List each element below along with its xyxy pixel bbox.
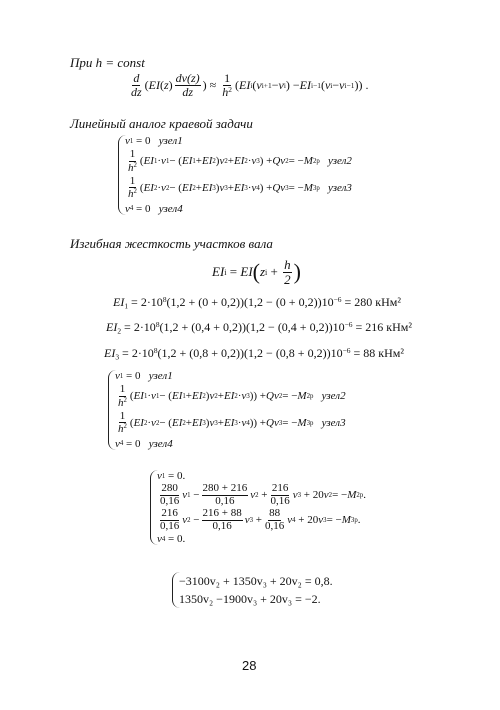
heading-h-const: При h = const [70, 55, 145, 70]
ei2-value: = 216 кНм² [355, 320, 412, 335]
node3-label-2: узел3 [321, 417, 346, 430]
page-number: 28 [242, 658, 257, 673]
sys3-row4: v 4 = 0. [157, 533, 186, 546]
sys1-row1: v 1 = 0 узел1 [125, 135, 183, 147]
ei3-value: = 88 кНм² [353, 346, 404, 361]
sys1-row3: $\frac{1}{h^2}$ ( EI 2 · v 2 − ( EI 2 + EI 3 ) v 3 + EI 3 · v 4 ) + Qv 3 = − M 3 p узел3 [128, 174, 352, 201]
final-eq-1: −3100v₂ + 1350v₃ + 20v₂ = 0,8. [179, 574, 333, 588]
linear-system-expanded [108, 370, 346, 450]
sys1-row2: $\frac{1}{h^2}$ ( EI 1 · v 1 − ( EI 1 + EI 2 ) v 2 + EI 2 · v 3 ) + Qv 2 = − M 2 p узел2 [128, 148, 352, 174]
sys3-row1: v 1 = 0. [157, 470, 186, 482]
derivative-approx-equation: $\frac{d}{dz}$ ( EI ( z ) $\frac{dv(z)}{dz}$ ) ≈ $\frac{1}{h^2}$ ( EI i ( v i+1 − v i ) − EI i−1 ( v i − v i−1 ) ) . [131, 71, 369, 99]
heading-linear-analog: Линейный аналог краевой задачи [70, 116, 253, 131]
ei1-value: = 280 кНм² [344, 295, 401, 310]
sys3-row2: $\frac{280}{0,16}$ v 1 − $\frac{280 + 216}{0,16}$ v 2 + $\frac{216}{0,16}$ v 3 + 20 v 2 = − M 2 p . [160, 482, 366, 507]
node1-label: узел1 [158, 135, 183, 147]
node3-label: узел3 [328, 182, 352, 195]
stiffness-formula: EI i = EI ( z i + $\frac{h}{2}$ ) [212, 257, 301, 287]
node2-label: узел2 [328, 155, 352, 168]
numeric-system [150, 470, 366, 545]
ei2-equation: $EI_2 = 2\cdot 10^8(1,2 + (0,4 + 0,2))(1,2 - (0,4 + 0,2))10^{-6} = 216$ кНм² [106, 320, 412, 336]
final-system [172, 572, 333, 608]
sys3-row3: $\frac{216}{0,16}$ v 2 − $\frac{216 + 88}{0,16}$ v 3 + $\frac{88}{0,16}$ v 4 + 20 v 3 = − M 3 p . [160, 507, 361, 532]
linear-system-general [118, 135, 352, 215]
ei1-equation: $EI_1 = 2\cdot 10^8(1,2 + (0 + 0,2))(1,2 - (0 + 0,2))10^{-6} = 280$ кНм² [113, 295, 401, 311]
sys2-row1: v 1 = 0 узел1 [115, 370, 173, 382]
heading-stiffness: Изгибная жесткость участков вала [70, 236, 273, 251]
node1-label-2: узел1 [148, 370, 173, 382]
sys2-row3: $\frac{1}{h^2}$ ( EI 2 · v 2 − ( EI 2 + EI 3 ) v 3 + EI 3 · v 4 )) + Qv 3 = − M 3 p узел3 [118, 409, 346, 436]
final-eq-2: 1350v₂ −1900v₃ + 20v₃ = −2. [179, 592, 321, 606]
node2-label-2: узел2 [321, 390, 346, 403]
sys1-row4: v 4 = 0 узел4 [125, 202, 183, 215]
ei3-equation: $EI_3 = 2\cdot 10^8(1,2 + (0,8 + 0,2))(1,2 - (0,8 + 0,2))10^{-6} = 88$ кНм² [104, 346, 404, 362]
sys2-row2: $\frac{1}{h^2}$ ( EI 1 · v 1 − ( EI 1 + EI 2 ) v 2 + EI 2 · v 3 )) + Qv 2 = − M 2 p узел2 [118, 383, 346, 409]
sys2-row4: v 4 = 0 узел4 [115, 437, 173, 450]
node4-label: узел4 [158, 202, 183, 215]
node4-label-2: узел4 [148, 437, 173, 450]
